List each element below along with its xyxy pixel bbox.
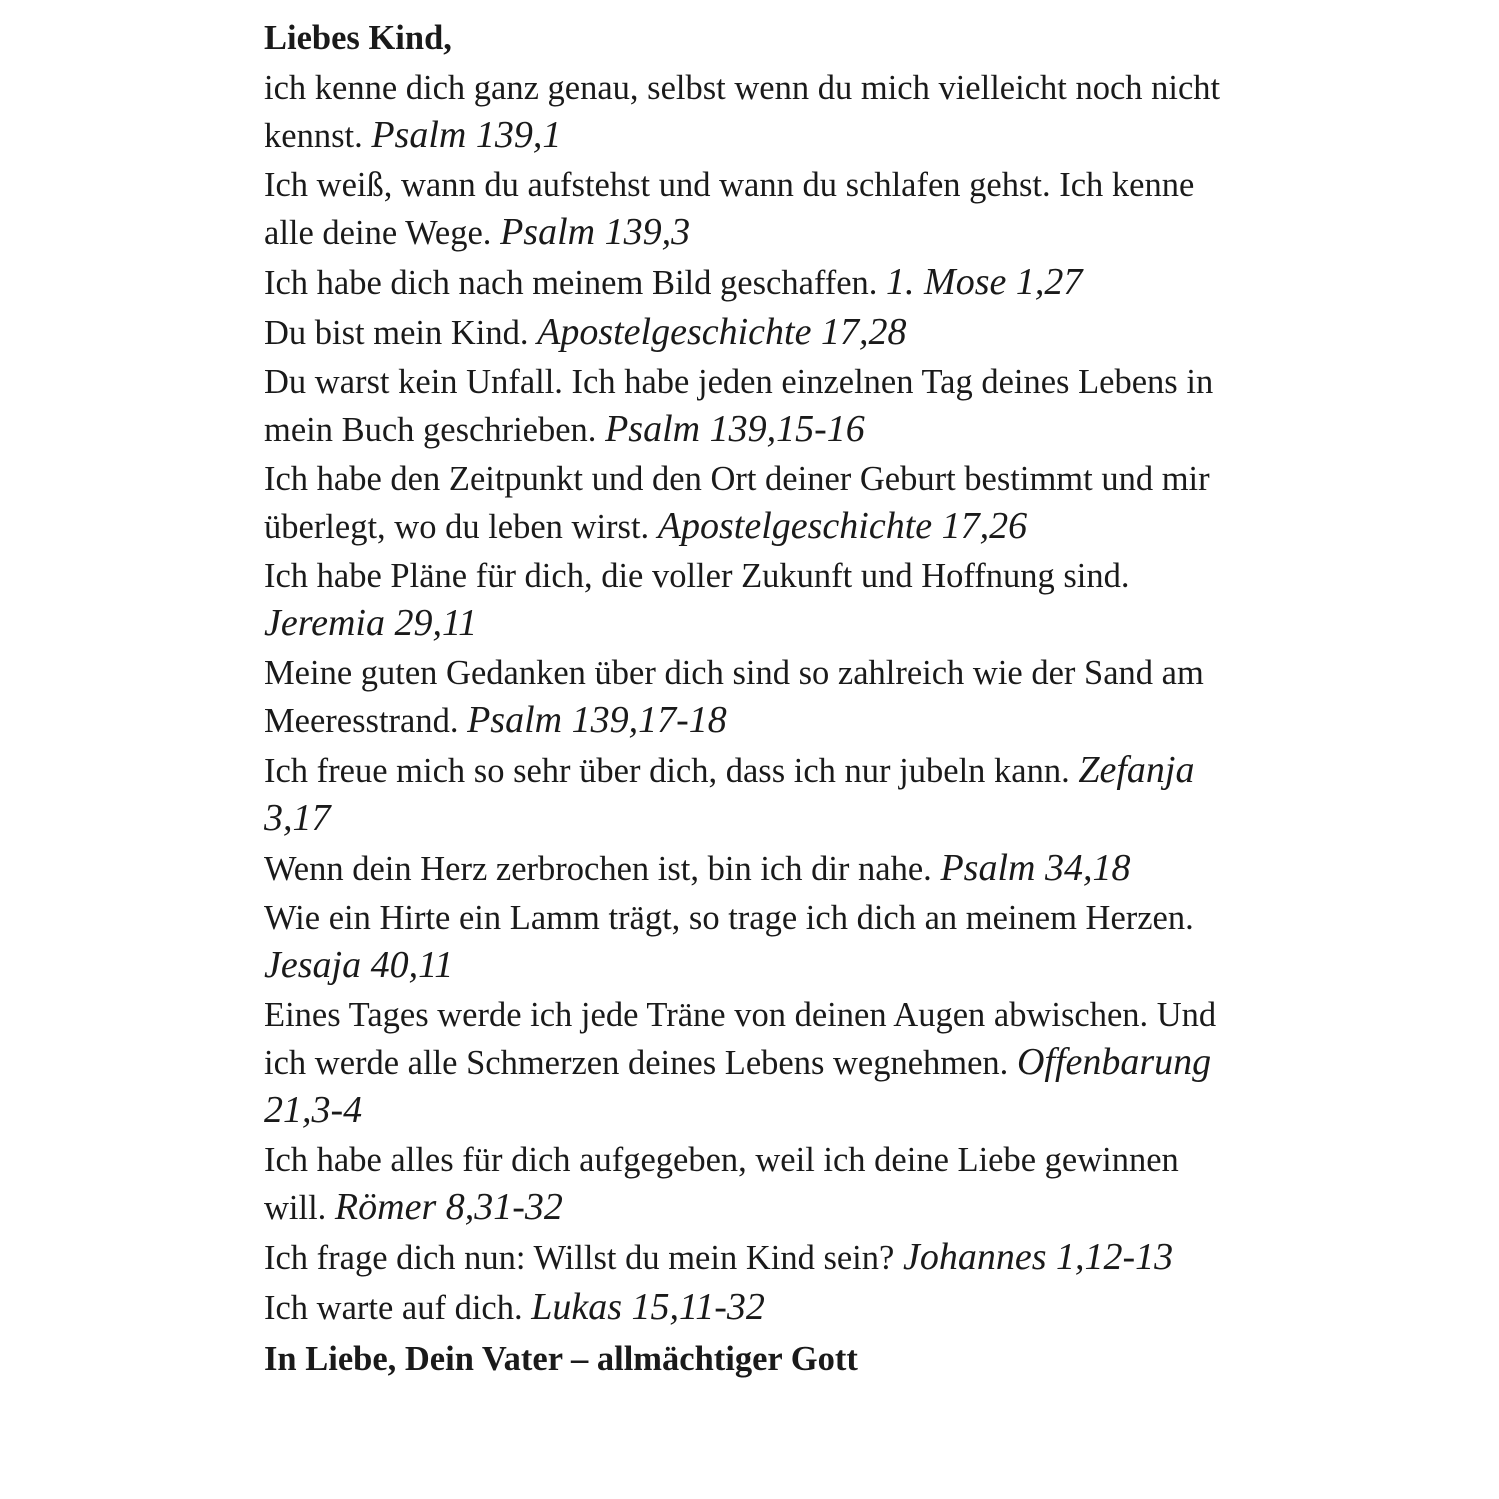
verse xyxy=(264,650,1239,745)
verse xyxy=(264,259,1239,307)
verse xyxy=(264,1234,1239,1282)
verse-reference: Apostelgeschichte 17,28 xyxy=(537,311,907,353)
verse-text: Ich habe den Zeitpunkt und den Ort deiner Geburt bestimmt und mir überlegt, wo du leben wirst. xyxy=(264,460,1210,546)
verse-text: Du warst kein Unfall. Ich habe jeden einzelnen Tag deines Lebens in mein Buch geschrieben. xyxy=(264,363,1214,449)
verse-reference: Psalm 139,3 xyxy=(500,211,691,253)
verse-reference: Jeremia 29,11 xyxy=(264,602,478,644)
verse-text: Ich warte auf dich. xyxy=(264,1289,523,1327)
verse-text: Ich habe alles für dich aufgegeben, weil ich deine Liebe gewinnen will. xyxy=(264,1141,1179,1227)
verse xyxy=(264,845,1239,893)
verse-text: Wenn dein Herz zerbrochen ist, bin ich dir nahe. xyxy=(264,850,932,888)
verse xyxy=(264,162,1239,257)
verse xyxy=(264,309,1239,357)
salutation: Liebes Kind, xyxy=(264,19,452,57)
verse-text: Eines Tages werde ich jede Träne von deinen Augen abwischen. Und ich werde alle Schmerzen deines Lebens wegnehmen. xyxy=(264,996,1217,1082)
verse xyxy=(264,1284,1239,1332)
verse-text: Ich habe dich nach meinem Bild geschaffen. xyxy=(264,264,878,302)
verse-reference: Psalm 139,1 xyxy=(371,114,562,156)
verse-reference: Offenbarung 21,3-4 xyxy=(264,1041,1212,1131)
verse-text: Ich weiß, wann du aufstehst und wann du schlafen gehst. Ich kenne alle deine Wege. xyxy=(264,166,1195,252)
verse xyxy=(264,895,1239,990)
verse xyxy=(264,456,1239,551)
verse-text: ich kenne dich ganz genau, selbst wenn du mich vielleicht noch nicht kennst. xyxy=(264,69,1221,155)
verse-text: Meine guten Gedanken über dich sind so zahlreich wie der Sand am Meeresstrand. xyxy=(264,654,1204,740)
verse-reference: Lukas 15,11-32 xyxy=(531,1286,765,1328)
verse-reference: Johannes 1,12-13 xyxy=(902,1236,1174,1278)
letter xyxy=(264,14,1239,1383)
signature: In Liebe, Dein Vater – allmächtiger Gott xyxy=(264,1340,858,1378)
verse-text: Du bist mein Kind. xyxy=(264,314,529,352)
verse-reference: Psalm 139,17-18 xyxy=(467,699,727,741)
verse-reference: Psalm 34,18 xyxy=(940,847,1131,889)
verse-text: Ich frage dich nun: Willst du mein Kind sein? xyxy=(264,1239,895,1277)
verse xyxy=(264,992,1239,1135)
verse-reference: 1. Mose 1,27 xyxy=(886,261,1083,303)
verse-text: Ich freue mich so sehr über dich, dass ich nur jubeln kann. xyxy=(264,752,1070,790)
verse-reference: Zefanja 3,17 xyxy=(264,749,1195,839)
verse-text: Ich habe Pläne für dich, die voller Zukunft und Hoffnung sind. xyxy=(264,557,1130,595)
verse-reference: Jesaja 40,11 xyxy=(264,944,454,986)
verse-text: Wie ein Hirte ein Lamm trägt, so trage ich dich an meinem Herzen. xyxy=(264,899,1194,937)
verse xyxy=(264,747,1239,843)
verse-reference: Römer 8,31-32 xyxy=(334,1186,563,1228)
verse xyxy=(264,553,1239,648)
verse xyxy=(264,1137,1239,1232)
verse-reference: Apostelgeschichte 17,26 xyxy=(657,505,1028,547)
verse xyxy=(264,359,1239,454)
verse-reference: Psalm 139,15-16 xyxy=(605,408,865,450)
verse xyxy=(264,65,1239,160)
